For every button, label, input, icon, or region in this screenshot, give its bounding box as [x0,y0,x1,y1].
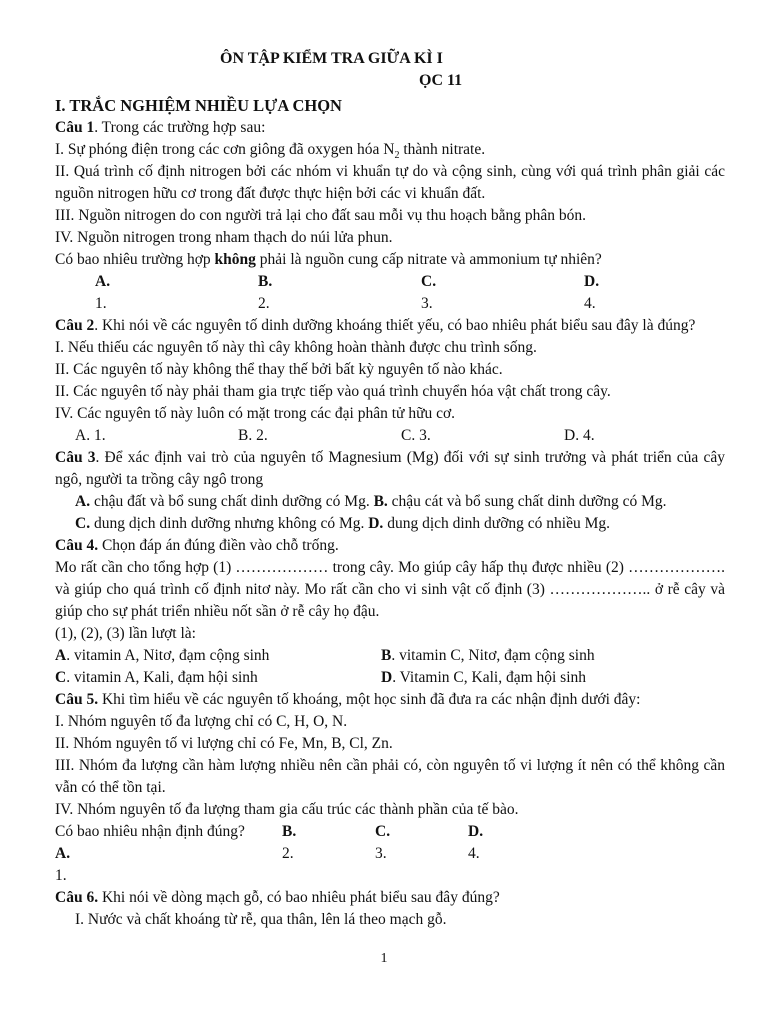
question-4-options-ab [55,645,725,667]
question-5-statement-4: IV. Nhóm nguyên tố đa lượng tham gia cấu trúc các thành phần của tế bào. [55,801,519,818]
question-1-statement-1: I. Sự phóng điện trong các cơn giông đã oxygen hóa $N_2$ thành nitrate. [55,141,486,162]
question-2-statement-4: IV. Các nguyên tố này luôn có mặt trong các đại phân tử hữu cơ. [55,405,456,422]
section-heading: I. TRẮC NGHIỆM NHIỀU LỰA CHỌN [55,96,342,115]
option-c[interactable]: C. 3. [375,823,391,862]
question-1-stem: Câu 1. Trong các trường hợp sau: [55,119,266,136]
option-d[interactable]: D. 4. [468,823,484,862]
question-5-ask-options [55,821,725,887]
option-c[interactable]: C. vitamin A, Kali, đạm hội sinh [55,669,258,686]
option-c[interactable]: C. 3. [401,427,431,444]
document-page [55,48,725,931]
page-number: 1 [380,951,388,966]
option-d[interactable]: D. Vitamin C, Kali, đạm hội sinh [381,669,587,686]
question-4-options-cd [55,667,725,689]
question-1-statement-3: III. Nguồn nitrogen do con người trả lại cho đất sau mỗi vụ thu hoạch bằng phân bón. [55,207,586,224]
option-a[interactable]: A. 1. [75,427,106,444]
question-5-statement-2: II. Nhóm nguyên tố vi lượng chỉ có Fe, Mn, B, Cl, Zn. [55,735,393,752]
question-3-options-cd[interactable]: C. dung dịch dinh dưỡng nhưng không có Mg. D. dung dịch dinh dưỡng có nhiều Mg. [75,515,610,532]
question-1-ask: Có bao nhiêu trường hợp không phải là nguồn cung cấp nitrate và ammonium tự nhiên? [55,251,602,268]
question-5-statement-3: III. Nhóm đa lượng cần hàm lượng nhiều nên cần phải có, còn nguyên tố vi lượng ít nên có thể không cần vẫn có thể tồn tại. [55,757,725,796]
option-b[interactable]: B. vitamin C, Nitơ, đạm cộng sinh [381,647,595,664]
question-2-statement-1: I. Nếu thiếu các nguyên tố này thì cây không hoàn thành được chu trình sống. [55,339,537,356]
question-1-statement-2: II. Quá trình cố định nitrogen bởi các nhóm vi khuẩn tự do và cộng sinh, cùng với quá trình phân giải các nguồn nitrogen hữu cơ trong đất được thực hiện bởi các vi khuẩn đất. [55,163,725,202]
option-a[interactable]: A. vitamin A, Nitơ, đạm cộng sinh [55,647,270,664]
option-a[interactable]: A. 1. [95,273,111,312]
question-3-options-ab[interactable]: A. chậu đất và bổ sung chất dinh dưỡng có Mg. B. chậu cát và bổ sung chất dinh dưỡng có Mg. [75,493,667,510]
option-a[interactable]: A. [55,845,71,862]
option-c[interactable]: C. 3. [421,273,437,312]
question-label: Câu 1 [55,119,95,136]
document-title: ÔN TẬP KIỂM TRA GIỮA KÌ I [220,50,443,67]
question-2-options [55,425,725,447]
option-b[interactable]: B. 2. [282,823,297,862]
question-4-ask: (1), (2), (3) lần lượt là: [55,625,196,642]
option-d[interactable]: D. 4. [564,427,595,444]
question-6-stem: Câu 6. Khi nói về dòng mạch gỗ, có bao nhiêu phát biểu sau đây đúng? [55,889,500,906]
document-subtitle: ỌC 11 [419,72,463,89]
option-b[interactable]: B. 2. [238,427,268,444]
option-d[interactable]: D. 4. [584,273,600,312]
question-2-stem: Câu 2. Khi nói về các nguyên tố dinh dưỡng khoáng thiết yếu, có bao nhiêu phát biểu sau đây là đúng? [55,317,696,334]
question-1-statement-4: IV. Nguồn nitrogen trong nham thạch do núi lửa phun. [55,229,393,246]
question-1-options [55,271,725,315]
question-3-stem: Câu 3. Để xác định vai trò của nguyên tố Magnesium (Mg) đối với sự sinh trưởng và phát triển của cây ngô, người ta trồng cây ngô trong [55,449,725,488]
question-5-stem: Câu 5. Khi tìm hiểu về các nguyên tố khoáng, một học sinh đã đưa ra các nhận định dưới đây: [55,691,641,708]
question-5-ask: Có bao nhiêu nhận định đúng? A. 1. [55,823,245,884]
option-b[interactable]: B. 2. [258,273,273,312]
question-5-statement-1: I. Nhóm nguyên tố đa lượng chỉ có C, H, O, N. [55,713,348,730]
question-6-statement-1: I. Nước và chất khoáng từ rễ, qua thân, lên lá theo mạch gỗ. [75,911,447,928]
question-2-statement-2: II. Các nguyên tố này không thể thay thế bởi bất kỳ nguyên tố nào khác. [55,361,503,378]
question-2-statement-3: II. Các nguyên tố này phải tham gia trực tiếp vào quá trình chuyển hóa vật chất trong cây. [55,383,611,400]
question-4-stem: Câu 4. Chọn đáp án đúng điền vào chỗ trống. [55,537,339,554]
question-4-body: Mo rất cần cho tổng hợp (1) ……………… trong cây. Mo giúp cây hấp thụ được nhiều (2) ………………. và giúp cho quá trình cố định nitơ này. Mo rất cần cho vi sinh vật cố định (3) ……………….. ở rễ cây và giúp cho sự phát triển nhiều nốt sần ở rễ cây họ đậu. [55,559,725,620]
